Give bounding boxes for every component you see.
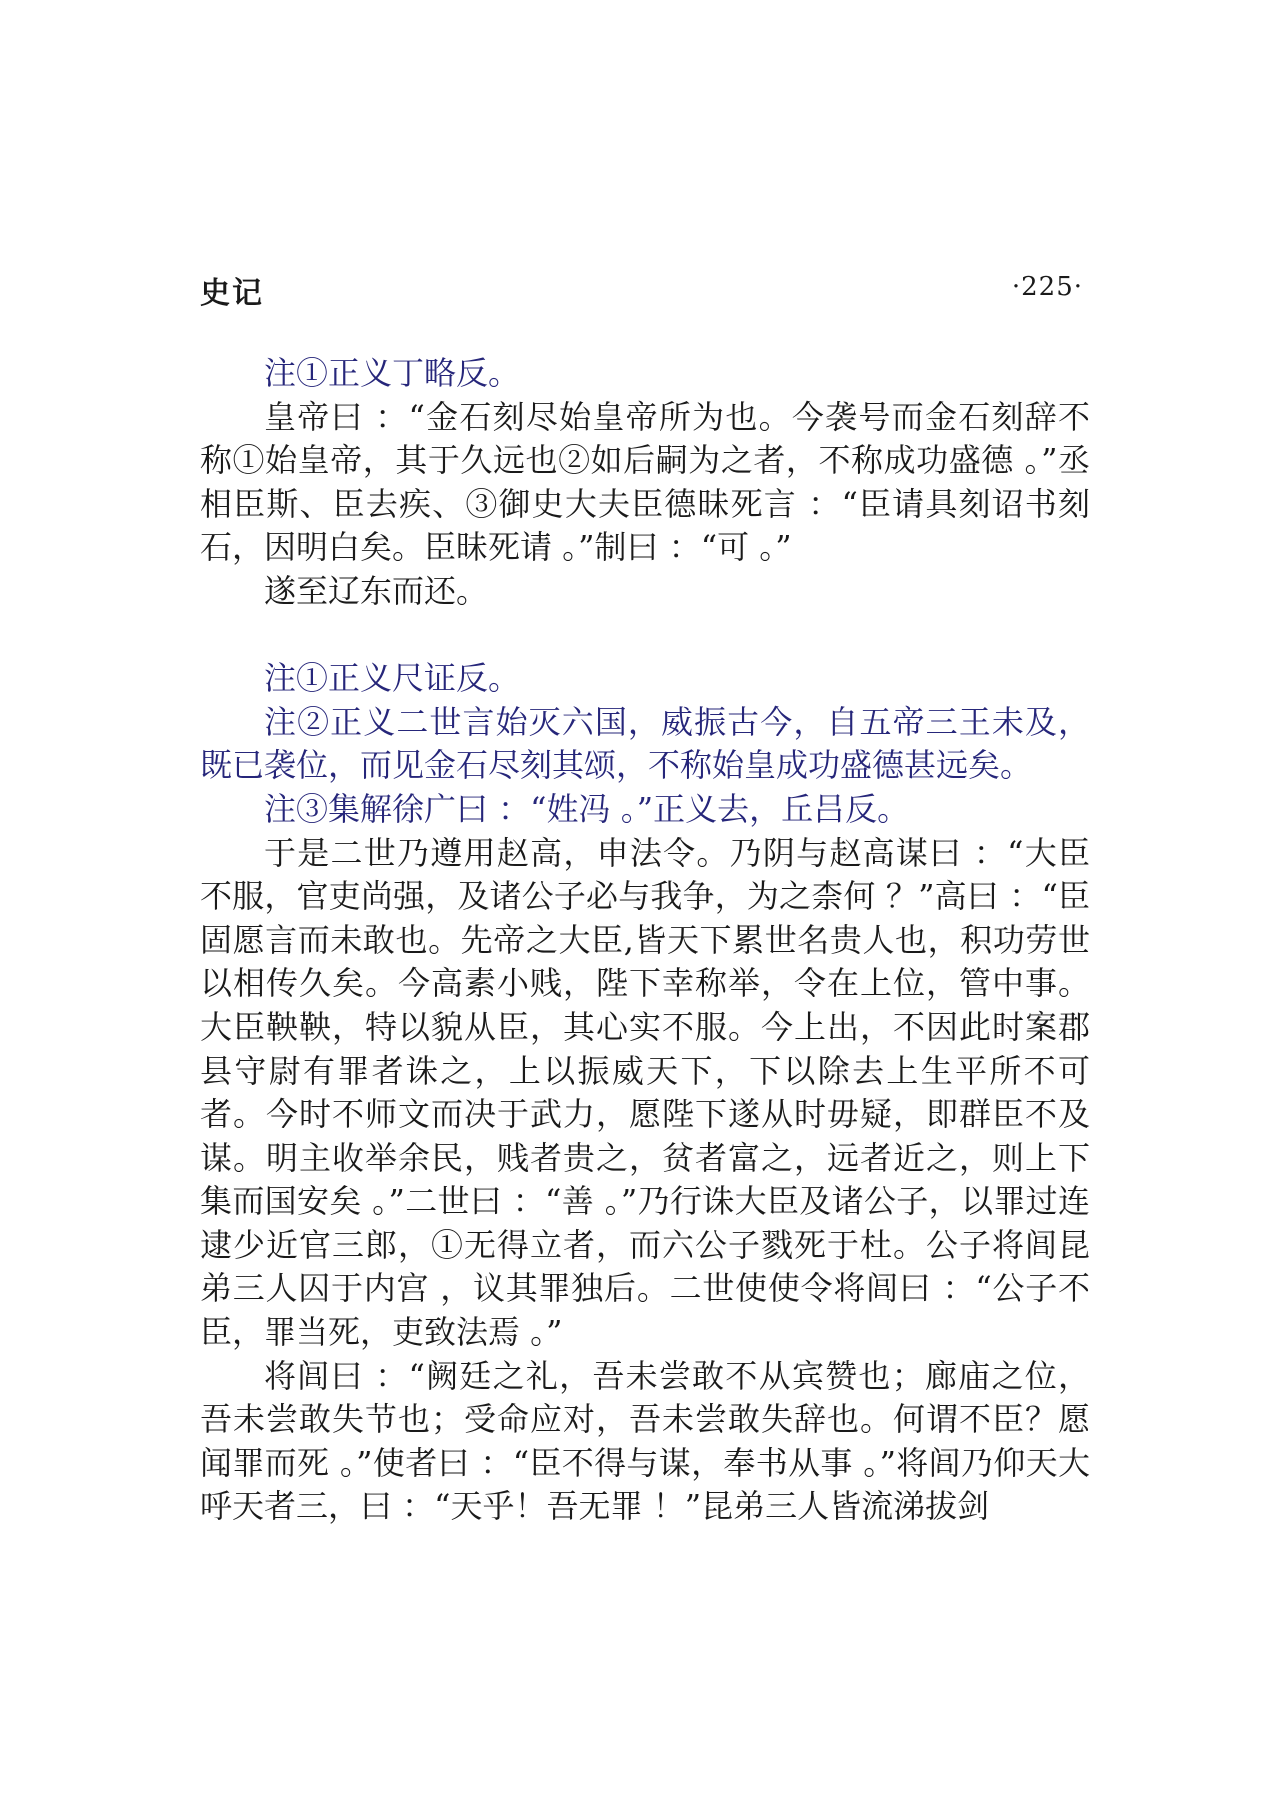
annotation-note: 注②正义二世言始灭六国，威振古今，自五帝三王未及，既已袭位，而见金石尽刻其颂，不称始皇成功盛德甚远矣。 [200,702,1090,785]
annotation-note: 注③集解徐广曰 ：“姓冯 。”正义去，丘吕反。 [264,789,910,828]
body-paragraph: 将闾曰 ：“阙廷之礼，吾未尝敢不从宾赞也；廊庙之位，吾未尝敢失节也；受命应对，吾未尝敢失辞也。何谓不臣？愿闻罪而死 。”使者曰 ：“臣不得与谋，奉书从事 。”将闾乃仰天大呼天者三，曰 ：“天乎！吾无罪 ！”昆弟三人皆流涕拔剑 [200,1356,1090,1526]
body-paragraph: 遂至辽东而还。 [264,571,489,610]
page-number: ·225· [1011,272,1083,302]
annotation-note: 注①正义丁略反。 [264,354,521,392]
body-paragraph: 于是二世乃遵用赵高，申法令。乃阴与赵高谋曰 ：“大臣不服，官吏尚强，及诸公子必与我争，为之柰何 ？”高曰 ：“臣固愿言而未敢也。先帝之大臣,皆天下累世名贵人也，积功劳世以相传久矣。今高素小贱，陛下幸称举，令在上位，管中事。大臣鞅鞅，特以貌从臣，其心实不服。今上出，不因此时案郡县守尉有罪者诛之，上以振威天下，下以除去上生平所不可者。今时不师文而决于武力，愿陛下遂从时毋疑，即群臣不及谋。明主收举余民，贱者贵之，贫者富之，远者近之，则上下集而国安矣 。”二世曰 ：“善 。”乃行诛大臣及诸公子，以罪过连逮少近官三郎，①无得立者，而六公子戮死于杜。公子将闾昆弟三人囚于内宫 ，议其罪独后。二世使使令将闾曰 ：“公子不臣，罪当死，吏致法焉 。” [200,833,1090,1352]
annotation-note: 注①正义尺证反。 [264,659,521,698]
page-body [200,352,1090,1529]
paragraph-gap [200,614,1090,658]
body-paragraph: 皇帝曰 ：“金石刻尽始皇帝所为也。今袭号而金石刻辞不称①始皇帝，其于久远也②如后嗣为之者，不称成功盛德 。”丞相臣斯、臣去疾、③御史大夫臣德昧死言 ：“臣请具刻诏书刻石，因明白矣。臣昧死请 。”制曰 ：“可 。” [200,397,1090,567]
running-header-title: 史记 [200,276,264,311]
